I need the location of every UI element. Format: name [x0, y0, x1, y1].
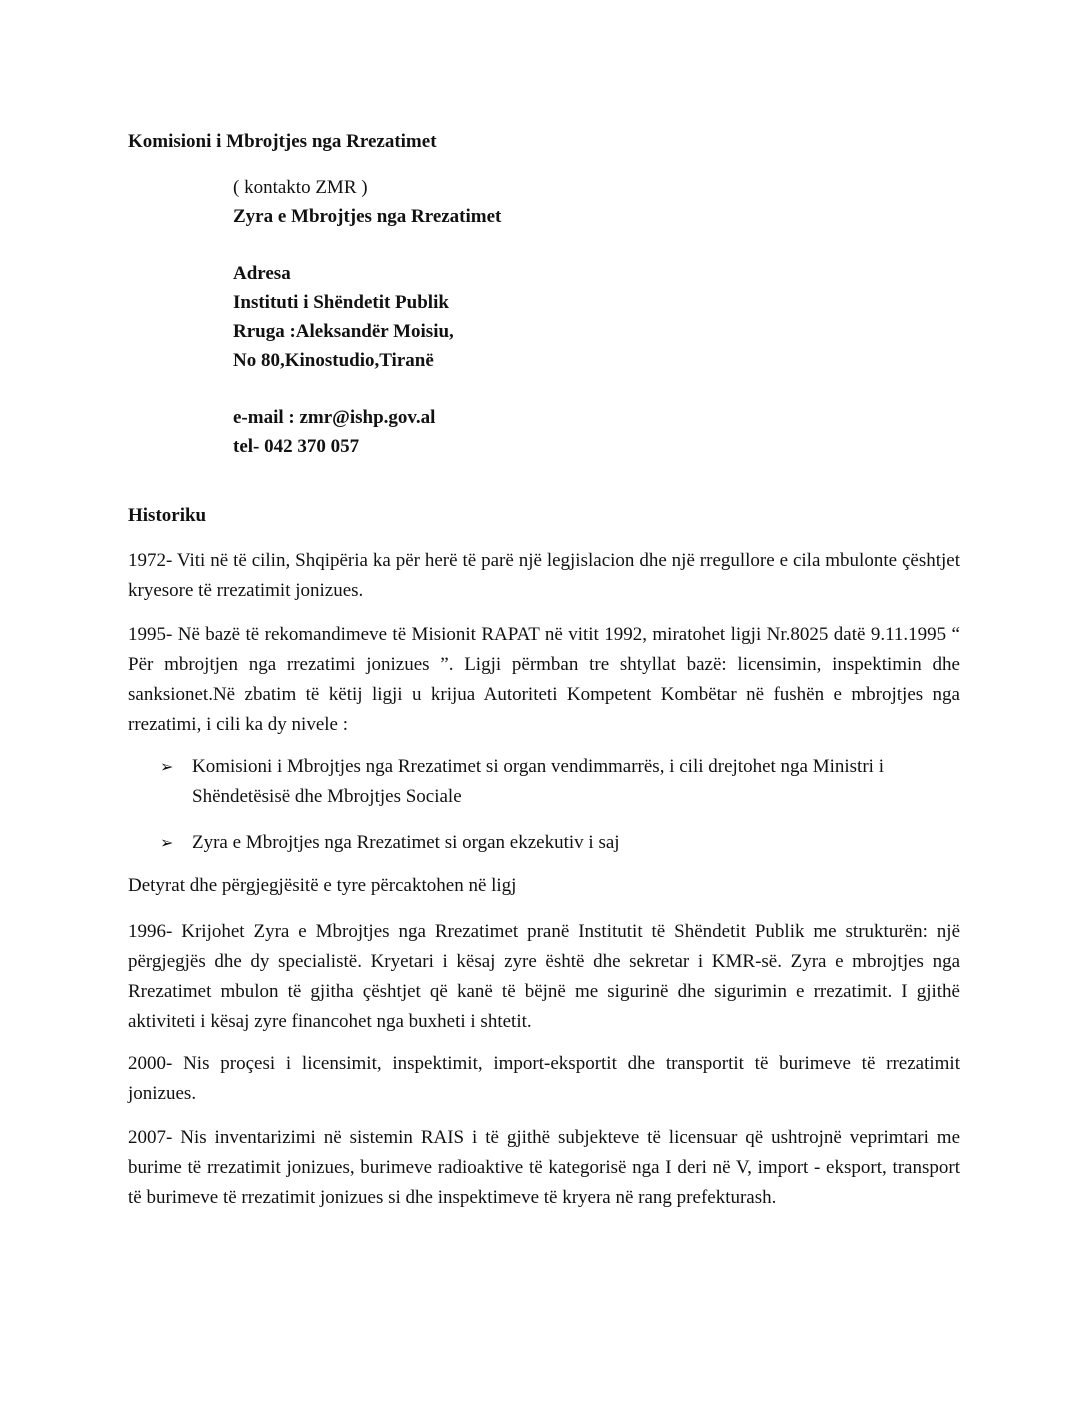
- list-item: [128, 752, 960, 812]
- list-item: [128, 828, 960, 858]
- duties-paragraph: Detyrat dhe përgjegjësitë e tyre përcaktohen në ligj: [128, 875, 517, 896]
- office-name: Zyra e Mbrojtjes nga Rrezatimet: [233, 206, 502, 227]
- paragraph-1972: 1972- Viti në të cilin, Shqipëria ka për herë të parë një legjislacion dhe një rregullore e cila mbulonte çështjet kryesore të rrezatimit jonizues.: [128, 550, 960, 601]
- address-line: Rruga :Aleksandër Moisiu,: [233, 321, 454, 342]
- list-item-text: Zyra e Mbrojtjes nga Rrezatimet si organ ekzekutiv i saj: [192, 832, 620, 853]
- phone-line: tel- 042 370 057: [233, 436, 360, 457]
- paragraph-2007: 2007- Nis inventarizimi në sistemin RAIS i të gjithë subjekteve të licensuar që ushtrojnë veprimtari me burime të rrezatimit jonizues, burimeve radioaktive të kategorisë nga I deri në V, import - eksport, transport të burimeve të rrezatimit jonizues si dhe inspektimeve të kryera në rang prefekturash.: [128, 1127, 960, 1208]
- address-label: Adresa: [233, 263, 291, 284]
- authority-levels-list: [128, 752, 960, 858]
- address-line: Instituti i Shëndetit Publik: [233, 292, 449, 313]
- paragraph-1995: 1995- Në bazë të rekomandimeve të Misionit RAPAT në vitit 1992, miratohet ligji Nr.8025 datë 9.11.1995 “ Për mbrojtjen nga rrezatimi jonizues ”. Ligji përmban tre shtyllat bazë: licensimin, inspektimin dhe sanksionet.Në zbatim të këtij ligji u krijua Autoriteti Kompetent Kombëtar në fushën e mbrojtjes nga rrezatimi, i cili ka dy nivele :: [128, 624, 960, 735]
- paragraph-1996: 1996- Krijohet Zyra e Mbrojtjes nga Rrezatimet pranë Institutit të Shëndetit Publik me strukturën: një përgjegjës dhe dy specialistë. Kryetari i kësaj zyre është dhe sekretar i KMR-së. Zyra e mbrojtjes nga Rrezatimet mbulon të gjitha çështjet që kanë të bëjnë me sigurinë dhe sigurimin e rrezatimit. I gjithë aktiviteti i kësaj zyre financohet nga buxheti i shtetit.: [128, 921, 960, 1032]
- document-title: Komisioni i Mbrojtjes nga Rrezatimet: [128, 131, 437, 152]
- email-line: e-mail : zmr@ishp.gov.al: [233, 407, 436, 428]
- arrowhead-bullet-icon: ➢: [160, 757, 174, 776]
- history-heading: Historiku: [128, 505, 207, 526]
- list-item-text: Komisioni i Mbrojtjes nga Rrezatimet si organ vendimmarrës, i cili drejtohet nga Ministri i Shëndetësisë dhe Mbrojtjes Sociale: [192, 756, 884, 807]
- contact-block: [233, 173, 501, 461]
- address-line: No 80,Kinostudio,Tiranë: [233, 350, 434, 371]
- contact-note: ( kontakto ZMR ): [233, 177, 368, 198]
- spacer: [233, 375, 501, 403]
- spacer: [233, 231, 501, 259]
- paragraph-2000: 2000- Nis proçesi i licensimit, inspektimit, import-eksportit dhe transportit të burimeve të rrezatimit jonizues.: [128, 1053, 960, 1104]
- arrowhead-bullet-icon: ➢: [160, 833, 174, 852]
